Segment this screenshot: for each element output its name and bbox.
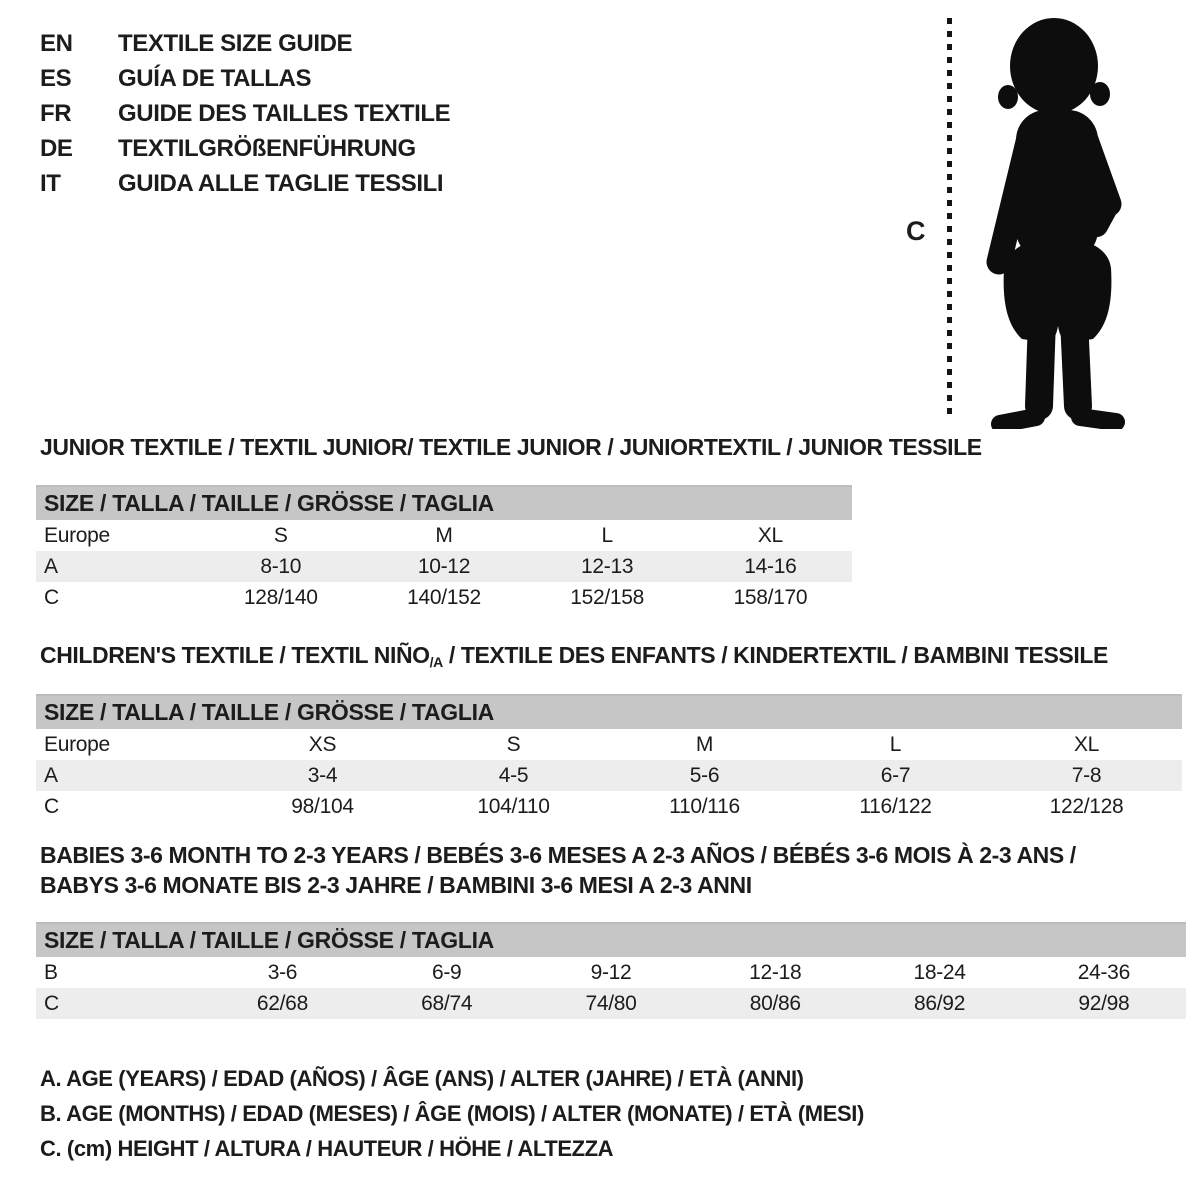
table-cell: S xyxy=(506,732,521,756)
lang-row-es xyxy=(40,65,450,100)
table-cell: 5-6 xyxy=(609,760,800,791)
size-header-bar: SIZE / TALLA / TAILLE / GRÖSSE / TAGLIA xyxy=(36,486,852,520)
table-cell: 3-6 xyxy=(267,960,298,984)
lang-row-en xyxy=(40,30,450,65)
height-measure-label: C xyxy=(906,216,925,246)
children-size-table xyxy=(36,694,1182,822)
table-cell: 158/170 xyxy=(733,585,808,609)
table-cell: 24-36 xyxy=(1077,960,1130,984)
table-row xyxy=(36,957,1186,988)
table-cell: 80/86 xyxy=(693,988,857,1019)
row-label: C xyxy=(44,585,59,609)
note-b-age-months: B. AGE (MONTHS) / EDAD (MESES) / ÂGE (MOIS) / ALTER (MONATE) / ETÀ (MESI) xyxy=(40,1101,864,1126)
table-cell: 62/68 xyxy=(200,988,364,1019)
table-cell: 92/98 xyxy=(1022,988,1186,1019)
table-row xyxy=(36,791,1182,822)
junior-textile-section xyxy=(36,434,982,613)
table-cell: L xyxy=(889,732,902,756)
lang-title: TEXTILE SIZE GUIDE xyxy=(118,30,353,57)
height-measure-dashed-line xyxy=(947,18,952,416)
size-header-bar: SIZE / TALLA / TAILLE / GRÖSSE / TAGLIA xyxy=(36,923,1186,957)
lang-code: ES xyxy=(40,65,72,92)
lang-code: IT xyxy=(40,170,61,197)
table-cell: 3-4 xyxy=(227,760,418,791)
babies-section-title-line1: BABIES 3-6 MONTH TO 2-3 YEARS / BEBÉS 3-6 MESES A 2-3 AÑOS / BÉBÉS 3-6 MOIS À 2-3 ANS / xyxy=(40,842,1076,868)
table-cell: 4-5 xyxy=(418,760,609,791)
table-cell: XS xyxy=(308,732,337,756)
row-label: B xyxy=(44,960,58,984)
table-cell: 18-24 xyxy=(913,960,966,984)
row-label: Europe xyxy=(44,732,110,756)
row-label: C xyxy=(44,794,59,818)
note-c-height-cm: C. (cm) HEIGHT / ALTURA / HAUTEUR / HÖHE / ALTEZZA xyxy=(40,1136,614,1161)
table-cell: S xyxy=(273,523,288,547)
table-cell: 6-7 xyxy=(800,760,991,791)
junior-section-title: JUNIOR TEXTILE / TEXTIL JUNIOR/ TEXTILE JUNIOR / JUNIORTEXTIL / JUNIOR TESSILE xyxy=(40,434,982,460)
table-cell: 68/74 xyxy=(365,988,529,1019)
babies-section xyxy=(36,840,1186,1019)
lang-code: EN xyxy=(40,30,73,57)
table-row xyxy=(36,520,852,551)
junior-size-table xyxy=(36,485,852,613)
table-cell: 7-8 xyxy=(991,760,1182,791)
table-cell: 110/116 xyxy=(669,794,740,818)
table-cell: XL xyxy=(757,523,783,547)
measurement-notes xyxy=(40,1066,864,1171)
table-cell: M xyxy=(435,523,453,547)
table-cell: 12-13 xyxy=(526,551,689,582)
babies-size-table xyxy=(36,922,1186,1019)
children-title-subscript: /A xyxy=(429,654,443,670)
children-title-rest: / TEXTILE DES ENFANTS / KINDERTEXTIL / BAMBINI TESSILE xyxy=(442,642,1108,668)
lang-title: GUIDE DES TAILLES TEXTILE xyxy=(118,100,451,127)
children-textile-section xyxy=(36,642,1182,822)
toddler-figure xyxy=(962,14,1147,429)
table-cell: 128/140 xyxy=(243,585,318,609)
table-row xyxy=(36,729,1182,760)
table-row xyxy=(36,551,852,582)
lang-row-de xyxy=(40,135,450,170)
children-title-main: CHILDREN'S TEXTILE / TEXTIL NIÑO xyxy=(40,642,430,668)
lang-title: TEXTILGRÖßENFÜHRUNG xyxy=(118,135,416,162)
table-header-row xyxy=(36,486,852,520)
lang-title: GUÍA DE TALLAS xyxy=(118,65,312,92)
lang-row-it xyxy=(40,170,450,205)
row-label: A xyxy=(36,760,227,791)
table-cell: 152/158 xyxy=(570,585,645,609)
table-header-row xyxy=(36,695,1182,729)
table-cell: XL xyxy=(1073,732,1100,756)
table-row xyxy=(36,582,852,613)
lang-row-fr xyxy=(40,100,450,135)
table-cell: 14-16 xyxy=(689,551,852,582)
table-cell: L xyxy=(601,523,613,547)
row-label: A xyxy=(36,551,199,582)
table-cell: 116/122 xyxy=(859,794,932,818)
language-title-block xyxy=(40,30,450,205)
table-row xyxy=(36,988,1186,1019)
table-cell: 12-18 xyxy=(749,960,802,984)
table-cell: 10-12 xyxy=(362,551,525,582)
table-cell: 98/104 xyxy=(291,794,354,818)
size-header-bar: SIZE / TALLA / TAILLE / GRÖSSE / TAGLIA xyxy=(36,695,1182,729)
table-cell: 9-12 xyxy=(590,960,632,984)
table-row xyxy=(36,760,1182,791)
table-cell: 122/128 xyxy=(1049,794,1124,818)
table-cell: M xyxy=(695,732,714,756)
toddler-silhouette-icon xyxy=(962,14,1147,429)
row-label: C xyxy=(36,988,200,1019)
lang-title: GUIDA ALLE TAGLIE TESSILI xyxy=(118,170,444,197)
note-a-age-years: A. AGE (YEARS) / EDAD (AÑOS) / ÂGE (ANS) / ALTER (JAHRE) / ETÀ (ANNI) xyxy=(40,1066,804,1091)
table-cell: 8-10 xyxy=(199,551,362,582)
table-cell: 104/110 xyxy=(477,794,550,818)
table-header-row xyxy=(36,923,1186,957)
babies-section-title-line2: BABYS 3-6 MONATE BIS 2-3 JAHRE / BAMBINI 3-6 MESI A 2-3 ANNI xyxy=(40,872,752,898)
row-label: Europe xyxy=(44,523,110,547)
lang-code: FR xyxy=(40,100,72,127)
table-cell: 74/80 xyxy=(529,988,693,1019)
table-cell: 86/92 xyxy=(857,988,1021,1019)
table-cell: 6-9 xyxy=(431,960,462,984)
lang-code: DE xyxy=(40,135,73,162)
table-cell: 140/152 xyxy=(407,585,481,609)
children-section-title xyxy=(36,642,1182,670)
